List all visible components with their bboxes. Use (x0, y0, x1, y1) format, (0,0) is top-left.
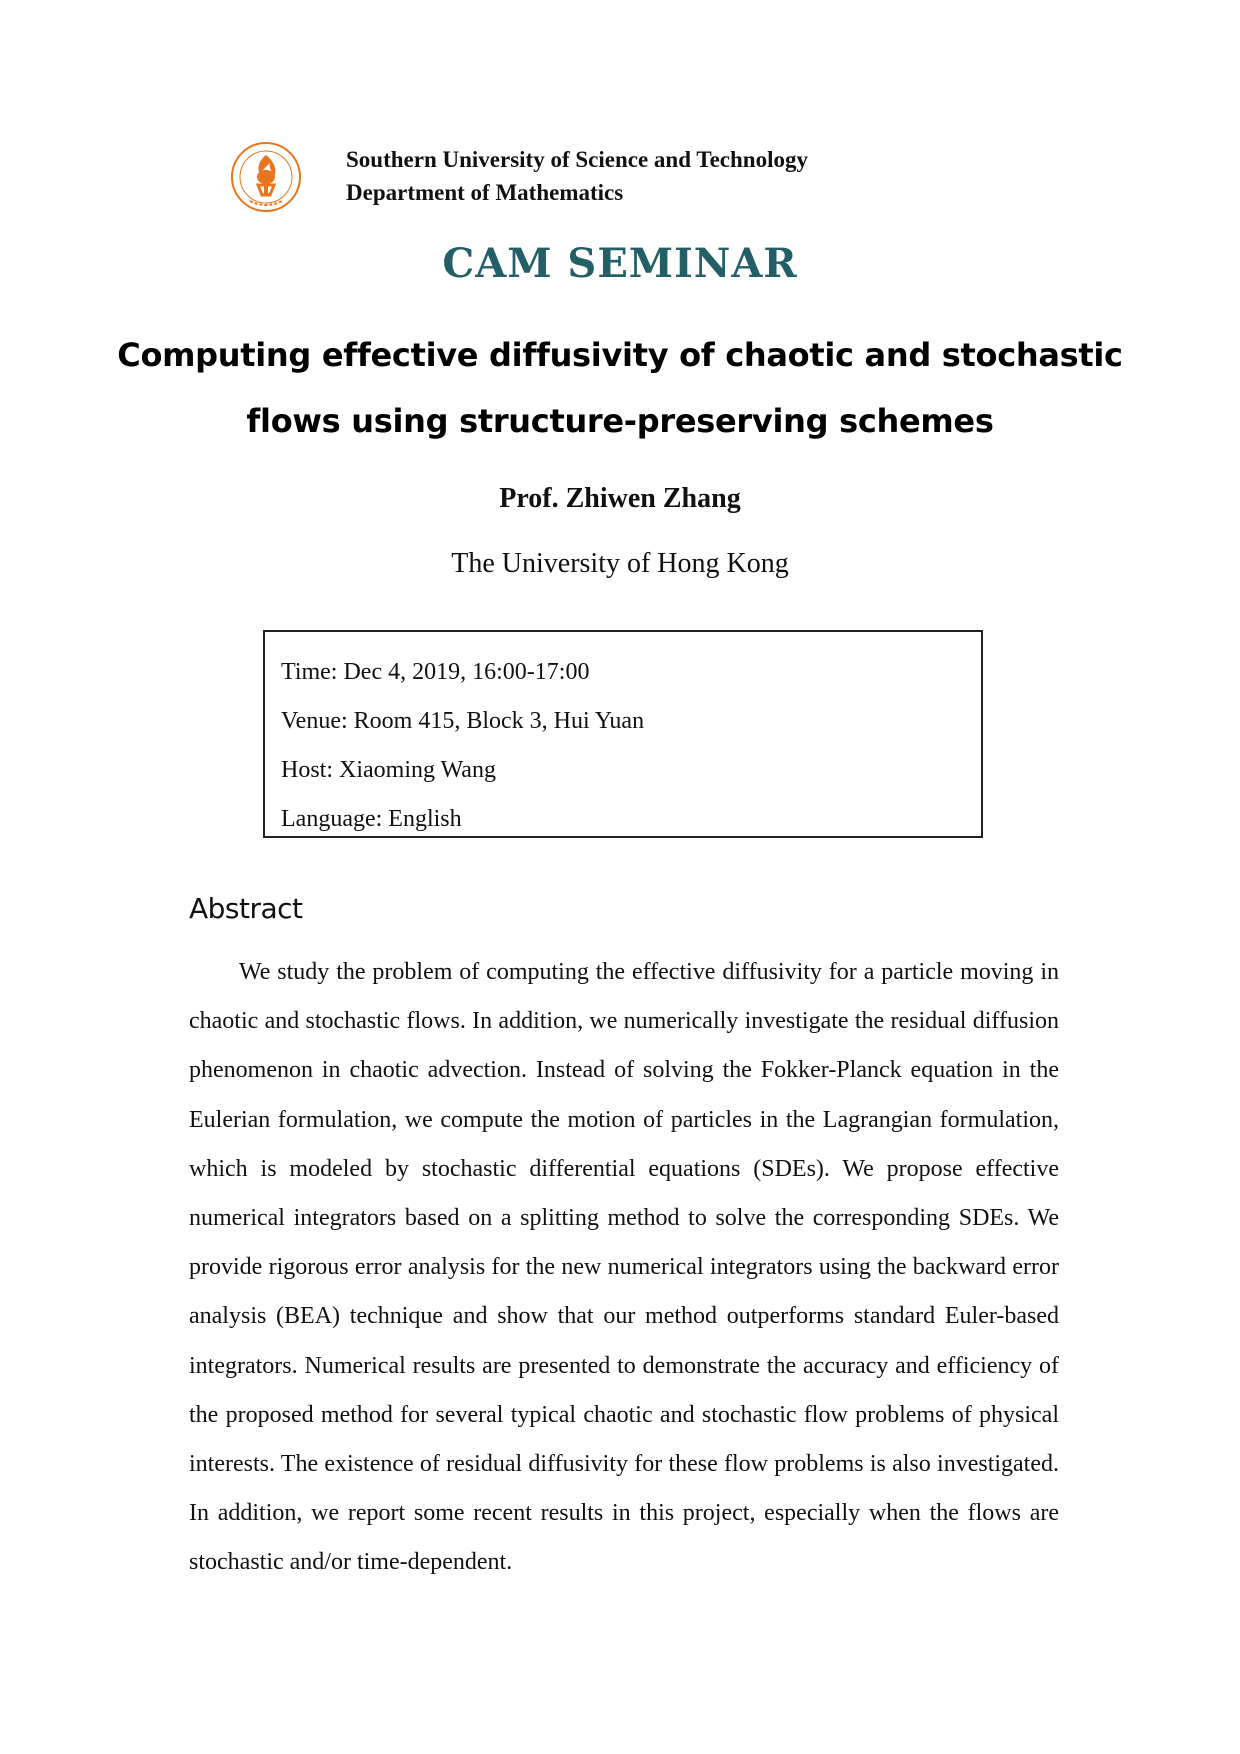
event-host: Host: Xiaoming Wang (281, 757, 496, 783)
department-name: Department of Mathematics (346, 180, 624, 205)
event-venue: Venue: Room 415, Block 3, Hui Yuan (281, 708, 645, 734)
event-language: Language: English (281, 806, 462, 832)
speaker-affiliation: The University of Hong Kong (451, 548, 789, 579)
talk-title: Computing effective diffusivity of chaotic and stochastic flows using structure-preserving schemes (117, 336, 1123, 440)
institution-name: Southern University of Science and Technology (346, 147, 808, 172)
event-info-box (263, 630, 983, 838)
speaker-name: Prof. Zhiwen Zhang (499, 483, 741, 514)
abstract-heading: Abstract (189, 892, 303, 925)
seminar-title: CAM SEMINAR (442, 240, 798, 287)
event-time: Time: Dec 4, 2019, 16:00-17:00 (281, 659, 590, 685)
institution-header (346, 143, 808, 209)
abstract-body: We study the problem of computing the effective diffusivity for a particle moving in chaotic and stochastic flows. In addition, we numerically investigate the residual diffusion phenomenon in chaotic advection. Instead of solving the Fokker-Planck equation in the Eulerian formulation, we compute the motion of particles in the Lagrangian formulation, which is modeled by stochastic differential equations (SDEs). We propose effective numerical integrators based on a splitting method to solve the corresponding SDEs. We provide rigorous error analysis for the new numerical integrators using the backward error analysis (BEA) technique and show that our method outperforms standard Euler-based integrators. Numerical results are presented to demonstrate the accuracy and efficiency of the proposed method for several typical chaotic and stochastic flow problems of physical interests. The existence of residual diffusivity for these flow problems is also investigated. In addition, we report some recent results in this project, especially when the flows are stochastic and/or time-dependent. (189, 959, 1059, 1576)
university-seal-logo (230, 141, 302, 213)
